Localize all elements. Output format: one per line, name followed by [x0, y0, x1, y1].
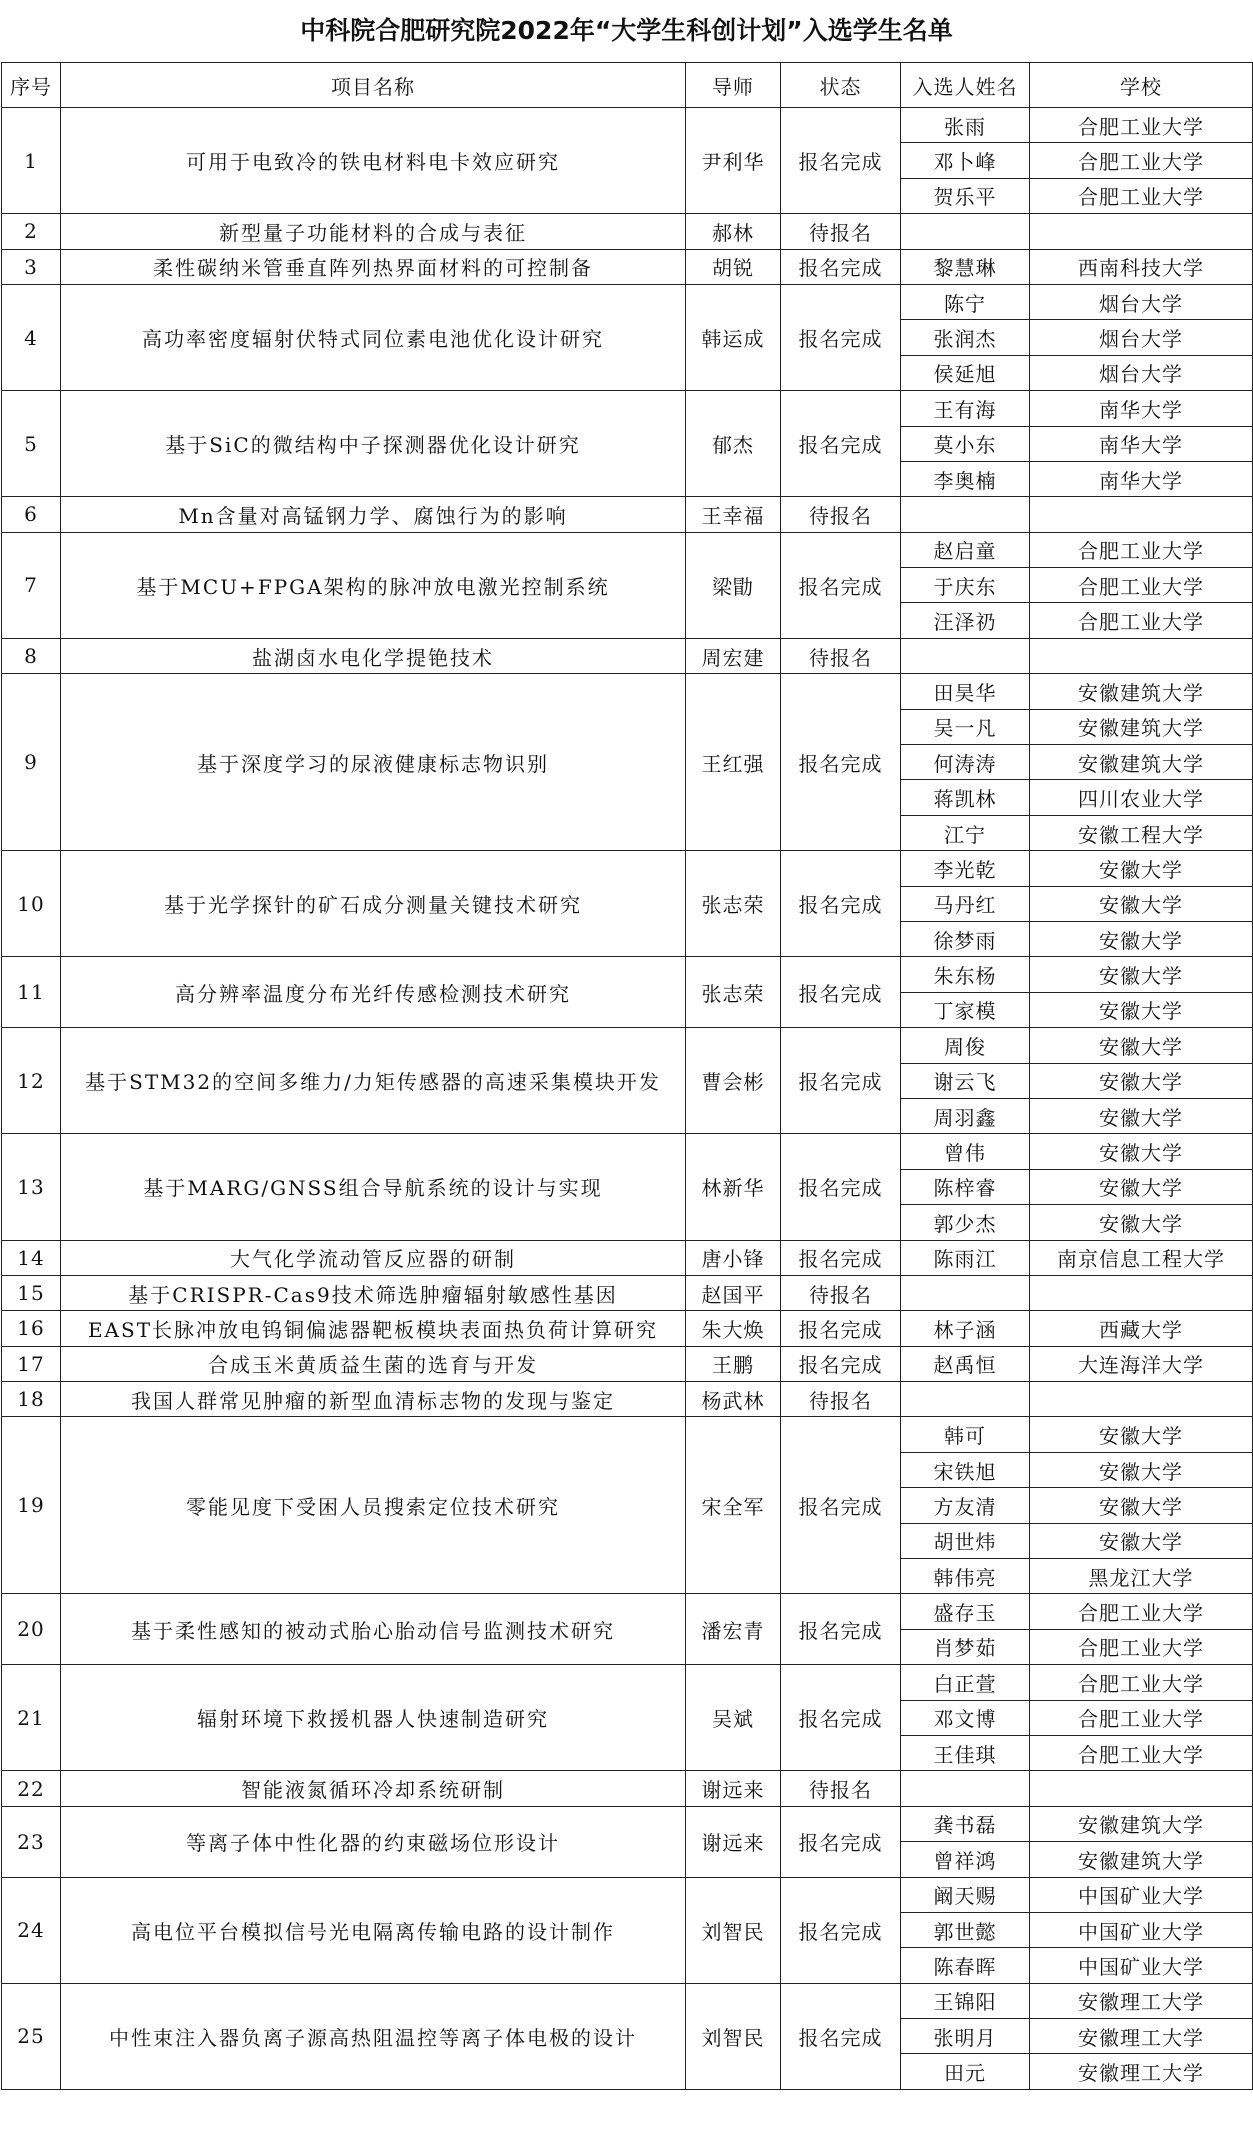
student-school: 安徽大学 — [1030, 957, 1253, 992]
mentor-name: 王幸福 — [686, 497, 781, 532]
student-name: 马丹红 — [901, 886, 1030, 921]
row-number: 6 — [2, 497, 61, 532]
table-row — [2, 1311, 1253, 1346]
student-school: 西南科技大学 — [1030, 249, 1253, 284]
row-number: 10 — [2, 851, 61, 957]
row-number: 8 — [2, 638, 61, 673]
student-name: 于庆东 — [901, 568, 1030, 603]
student-name: 黎慧琳 — [901, 249, 1030, 284]
student-school: 烟台大学 — [1030, 355, 1253, 390]
page-title: 中科院合肥研究院2022年“大学生科创计划”入选学生名单 — [300, 16, 953, 45]
row-number: 13 — [2, 1134, 61, 1240]
student-name: 王锦阳 — [901, 1983, 1030, 2018]
mentor-name: 郝林 — [686, 214, 781, 249]
status-text: 报名完成 — [781, 957, 901, 1028]
row-number: 4 — [2, 284, 61, 390]
student-school: 安徽大学 — [1030, 1028, 1253, 1063]
student-name: 朱东杨 — [901, 957, 1030, 992]
table-row — [2, 497, 1253, 532]
status-text: 待报名 — [781, 497, 901, 532]
status-text: 报名完成 — [781, 1417, 901, 1594]
student-school: 安徽建筑大学 — [1030, 709, 1253, 744]
student-school: 合肥工业大学 — [1030, 143, 1253, 178]
student-name: 贺乐平 — [901, 178, 1030, 213]
student-name: 吴一凡 — [901, 709, 1030, 744]
status-text: 报名完成 — [781, 391, 901, 497]
row-number: 7 — [2, 532, 61, 638]
status-text: 报名完成 — [781, 284, 901, 390]
student-school: 安徽建筑大学 — [1030, 674, 1253, 709]
status-text: 报名完成 — [781, 1877, 901, 1983]
student-name: 张润杰 — [901, 320, 1030, 355]
student-name: 林子涵 — [901, 1311, 1030, 1346]
status-text: 报名完成 — [781, 1028, 901, 1134]
status-text: 报名完成 — [781, 532, 901, 638]
status-text: 待报名 — [781, 638, 901, 673]
project-name: 基于深度学习的尿液健康标志物识别 — [61, 674, 686, 851]
header-status: 状态 — [781, 63, 901, 108]
student-school: 中国矿业大学 — [1030, 1948, 1253, 1983]
mentor-name: 潘宏青 — [686, 1594, 781, 1665]
student-school: 安徽大学 — [1030, 992, 1253, 1027]
status-text: 报名完成 — [781, 1983, 901, 2089]
table-header-row — [2, 63, 1253, 108]
mentor-name: 谢远来 — [686, 1806, 781, 1877]
student-name: 韩可 — [901, 1417, 1030, 1452]
project-name: 大气化学流动管反应器的研制 — [61, 1240, 686, 1275]
mentor-name: 刘智民 — [686, 1877, 781, 1983]
row-number: 16 — [2, 1311, 61, 1346]
table-row — [2, 1594, 1253, 1629]
student-name: 李光乾 — [901, 851, 1030, 886]
student-school — [1030, 638, 1253, 673]
project-name: 新型量子功能材料的合成与表征 — [61, 214, 686, 249]
student-name: 丁家模 — [901, 992, 1030, 1027]
student-name: 陈雨江 — [901, 1240, 1030, 1275]
student-name: 曾祥鸿 — [901, 1842, 1030, 1877]
student-name: 谢云飞 — [901, 1063, 1030, 1098]
student-school: 合肥工业大学 — [1030, 178, 1253, 213]
mentor-name: 林新华 — [686, 1134, 781, 1240]
student-name: 肖梦茹 — [901, 1629, 1030, 1664]
student-school: 安徽理工大学 — [1030, 2019, 1253, 2054]
student-name: 江宁 — [901, 815, 1030, 850]
student-school: 南华大学 — [1030, 461, 1253, 496]
student-name — [901, 638, 1030, 673]
row-number: 25 — [2, 1983, 61, 2089]
status-text: 报名完成 — [781, 108, 901, 214]
student-school: 安徽大学 — [1030, 1169, 1253, 1204]
row-number: 17 — [2, 1346, 61, 1381]
student-school: 中国矿业大学 — [1030, 1877, 1253, 1912]
student-school: 中国矿业大学 — [1030, 1912, 1253, 1947]
table-row — [2, 1877, 1253, 1912]
mentor-name: 韩运成 — [686, 284, 781, 390]
student-name: 陈宁 — [901, 284, 1030, 319]
mentor-name: 王鹏 — [686, 1346, 781, 1381]
student-name: 李奥楠 — [901, 461, 1030, 496]
student-school: 南京信息工程大学 — [1030, 1240, 1253, 1275]
status-text: 报名完成 — [781, 1806, 901, 1877]
student-name: 张雨 — [901, 108, 1030, 143]
student-name — [901, 1771, 1030, 1806]
mentor-name: 胡锐 — [686, 249, 781, 284]
mentor-name: 曹会彬 — [686, 1028, 781, 1134]
project-name: 高电位平台模拟信号光电隔离传输电路的设计制作 — [61, 1877, 686, 1983]
student-name: 侯延旭 — [901, 355, 1030, 390]
table-row — [2, 1983, 1253, 2018]
student-school: 安徽大学 — [1030, 1098, 1253, 1133]
student-name: 莫小东 — [901, 426, 1030, 461]
mentor-name: 朱大焕 — [686, 1311, 781, 1346]
status-text: 报名完成 — [781, 851, 901, 957]
row-number: 19 — [2, 1417, 61, 1594]
student-name: 白正萱 — [901, 1665, 1030, 1700]
student-name: 邓文博 — [901, 1700, 1030, 1735]
table-row — [2, 851, 1253, 886]
mentor-name: 周宏建 — [686, 638, 781, 673]
student-school — [1030, 1382, 1253, 1417]
status-text: 报名完成 — [781, 1594, 901, 1665]
student-name: 赵禹恒 — [901, 1346, 1030, 1381]
status-text: 待报名 — [781, 214, 901, 249]
header-mentor: 导师 — [686, 63, 781, 108]
student-name: 张明月 — [901, 2019, 1030, 2054]
student-name — [901, 497, 1030, 532]
student-school: 安徽大学 — [1030, 1452, 1253, 1487]
student-name: 周俊 — [901, 1028, 1030, 1063]
student-name: 何涛涛 — [901, 745, 1030, 780]
student-name: 郭少杰 — [901, 1205, 1030, 1240]
student-school: 安徽大学 — [1030, 1417, 1253, 1452]
student-school — [1030, 214, 1253, 249]
project-name: 高分辨率温度分布光纤传感检测技术研究 — [61, 957, 686, 1028]
status-text: 待报名 — [781, 1771, 901, 1806]
student-name: 赵启童 — [901, 532, 1030, 567]
header-no: 序号 — [2, 63, 61, 108]
table-row — [2, 214, 1253, 249]
student-school: 南华大学 — [1030, 391, 1253, 426]
mentor-name: 王红强 — [686, 674, 781, 851]
table-row — [2, 1771, 1253, 1806]
project-name: 可用于电致冷的铁电材料电卡效应研究 — [61, 108, 686, 214]
student-name: 徐梦雨 — [901, 921, 1030, 956]
table-row — [2, 638, 1253, 673]
student-school: 安徽大学 — [1030, 1063, 1253, 1098]
table-row — [2, 1240, 1253, 1275]
table-row — [2, 1417, 1253, 1452]
student-school: 安徽大学 — [1030, 1488, 1253, 1523]
student-school: 安徽大学 — [1030, 851, 1253, 886]
student-name: 田昊华 — [901, 674, 1030, 709]
student-name: 宋铁旭 — [901, 1452, 1030, 1487]
mentor-name: 刘智民 — [686, 1983, 781, 2089]
mentor-name: 赵国平 — [686, 1275, 781, 1310]
project-name: 合成玉米黄质益生菌的选育与开发 — [61, 1346, 686, 1381]
status-text: 待报名 — [781, 1275, 901, 1310]
student-school: 合肥工业大学 — [1030, 1629, 1253, 1664]
header-project: 项目名称 — [61, 63, 686, 108]
student-school: 安徽大学 — [1030, 886, 1253, 921]
mentor-name: 吴斌 — [686, 1665, 781, 1771]
project-name: Mn含量对高锰钢力学、腐蚀行为的影响 — [61, 497, 686, 532]
student-school: 安徽建筑大学 — [1030, 745, 1253, 780]
student-school: 安徽理工大学 — [1030, 1983, 1253, 2018]
student-school: 合肥工业大学 — [1030, 1700, 1253, 1735]
mentor-name: 张志荣 — [686, 851, 781, 957]
table-row — [2, 1806, 1253, 1841]
student-school: 安徽大学 — [1030, 1205, 1253, 1240]
student-school: 合肥工业大学 — [1030, 1594, 1253, 1629]
student-school: 合肥工业大学 — [1030, 108, 1253, 143]
table-row — [2, 249, 1253, 284]
student-name: 方友清 — [901, 1488, 1030, 1523]
student-school: 安徽建筑大学 — [1030, 1842, 1253, 1877]
status-text: 待报名 — [781, 1382, 901, 1417]
mentor-name: 唐小锋 — [686, 1240, 781, 1275]
student-name: 陈春晖 — [901, 1948, 1030, 1983]
student-name: 曾伟 — [901, 1134, 1030, 1169]
student-school: 南华大学 — [1030, 426, 1253, 461]
student-name — [901, 1382, 1030, 1417]
table-row — [2, 284, 1253, 319]
mentor-name: 宋全军 — [686, 1417, 781, 1594]
student-name: 汪泽礽 — [901, 603, 1030, 638]
table-row — [2, 957, 1253, 992]
student-name: 田元 — [901, 2054, 1030, 2089]
table-row — [2, 1134, 1253, 1169]
student-school: 合肥工业大学 — [1030, 532, 1253, 567]
student-school: 合肥工业大学 — [1030, 568, 1253, 603]
student-name: 郭世懿 — [901, 1912, 1030, 1947]
student-school: 合肥工业大学 — [1030, 603, 1253, 638]
student-school: 安徽工程大学 — [1030, 815, 1253, 850]
row-number: 14 — [2, 1240, 61, 1275]
project-name: 我国人群常见肿瘤的新型血清标志物的发现与鉴定 — [61, 1382, 686, 1417]
student-name: 韩伟亮 — [901, 1559, 1030, 1594]
student-school — [1030, 1275, 1253, 1310]
student-name: 龚书磊 — [901, 1806, 1030, 1841]
row-number: 18 — [2, 1382, 61, 1417]
student-school: 合肥工业大学 — [1030, 1665, 1253, 1700]
project-name: 基于CRISPR-Cas9技术筛选肿瘤辐射敏感性基因 — [61, 1275, 686, 1310]
table-body — [2, 108, 1253, 2090]
row-number: 12 — [2, 1028, 61, 1134]
project-name: 盐湖卤水电化学提铯技术 — [61, 638, 686, 673]
student-school — [1030, 1771, 1253, 1806]
table-row — [2, 1028, 1253, 1063]
header-student-name: 入选人姓名 — [901, 63, 1030, 108]
status-text: 报名完成 — [781, 1240, 901, 1275]
table-row — [2, 1275, 1253, 1310]
project-name: 等离子体中性化器的约束磁场位形设计 — [61, 1806, 686, 1877]
student-school — [1030, 497, 1253, 532]
student-school: 安徽大学 — [1030, 1523, 1253, 1558]
student-name: 阚天赐 — [901, 1877, 1030, 1912]
project-name: 基于SiC的微结构中子探测器优化设计研究 — [61, 391, 686, 497]
student-school: 安徽理工大学 — [1030, 2054, 1253, 2089]
student-name: 盛存玉 — [901, 1594, 1030, 1629]
row-number: 3 — [2, 249, 61, 284]
table-row — [2, 674, 1253, 709]
row-number: 15 — [2, 1275, 61, 1310]
project-name: 辐射环境下救援机器人快速制造研究 — [61, 1665, 686, 1771]
student-name: 胡世炜 — [901, 1523, 1030, 1558]
student-school: 西藏大学 — [1030, 1311, 1253, 1346]
table-row — [2, 391, 1253, 426]
student-school: 安徽大学 — [1030, 921, 1253, 956]
student-school: 四川农业大学 — [1030, 780, 1253, 815]
mentor-name: 谢远来 — [686, 1771, 781, 1806]
student-name: 周羽鑫 — [901, 1098, 1030, 1133]
project-name: 基于MCU+FPGA架构的脉冲放电激光控制系统 — [61, 532, 686, 638]
row-number: 2 — [2, 214, 61, 249]
student-school: 黑龙江大学 — [1030, 1559, 1253, 1594]
student-school: 合肥工业大学 — [1030, 1735, 1253, 1770]
status-text: 报名完成 — [781, 1134, 901, 1240]
table-row — [2, 1346, 1253, 1381]
mentor-name: 郁杰 — [686, 391, 781, 497]
student-name: 陈梓睿 — [901, 1169, 1030, 1204]
row-number: 22 — [2, 1771, 61, 1806]
project-name: 基于光学探针的矿石成分测量关键技术研究 — [61, 851, 686, 957]
mentor-name: 尹利华 — [686, 108, 781, 214]
student-school: 安徽大学 — [1030, 1134, 1253, 1169]
student-name — [901, 1275, 1030, 1310]
mentor-name: 杨武林 — [686, 1382, 781, 1417]
student-school: 大连海洋大学 — [1030, 1346, 1253, 1381]
student-name: 邓卜峰 — [901, 143, 1030, 178]
header-school: 学校 — [1030, 63, 1253, 108]
table-row — [2, 1665, 1253, 1700]
project-name: 中性束注入器负离子源高热阻温控等离子体电极的设计 — [61, 1983, 686, 2089]
project-name: 柔性碳纳米管垂直阵列热界面材料的可控制备 — [61, 249, 686, 284]
project-name: 基于MARG/GNSS组合导航系统的设计与实现 — [61, 1134, 686, 1240]
mentor-name: 张志荣 — [686, 957, 781, 1028]
row-number: 9 — [2, 674, 61, 851]
row-number: 5 — [2, 391, 61, 497]
status-text: 报名完成 — [781, 1311, 901, 1346]
student-name: 王有海 — [901, 391, 1030, 426]
project-name: 智能液氮循环冷却系统研制 — [61, 1771, 686, 1806]
student-name — [901, 214, 1030, 249]
project-name: 高功率密度辐射伏特式同位素电池优化设计研究 — [61, 284, 686, 390]
student-name: 王佳琪 — [901, 1735, 1030, 1770]
student-school: 烟台大学 — [1030, 320, 1253, 355]
status-text: 报名完成 — [781, 1346, 901, 1381]
row-number: 11 — [2, 957, 61, 1028]
student-name: 蒋凯林 — [901, 780, 1030, 815]
project-name: EAST长脉冲放电钨铜偏滤器靶板模块表面热负荷计算研究 — [61, 1311, 686, 1346]
status-text: 报名完成 — [781, 1665, 901, 1771]
student-list-table — [1, 62, 1253, 2090]
table-row — [2, 532, 1253, 567]
student-school: 烟台大学 — [1030, 284, 1253, 319]
status-text: 报名完成 — [781, 249, 901, 284]
project-name: 基于柔性感知的被动式胎心胎动信号监测技术研究 — [61, 1594, 686, 1665]
row-number: 1 — [2, 108, 61, 214]
row-number: 21 — [2, 1665, 61, 1771]
status-text: 报名完成 — [781, 674, 901, 851]
row-number: 20 — [2, 1594, 61, 1665]
table-row — [2, 108, 1253, 143]
row-number: 24 — [2, 1877, 61, 1983]
project-name: 基于STM32的空间多维力/力矩传感器的高速采集模块开发 — [61, 1028, 686, 1134]
table-row — [2, 1382, 1253, 1417]
mentor-name: 梁勖 — [686, 532, 781, 638]
project-name: 零能见度下受困人员搜索定位技术研究 — [61, 1417, 686, 1594]
student-school: 安徽建筑大学 — [1030, 1806, 1253, 1841]
row-number: 23 — [2, 1806, 61, 1877]
